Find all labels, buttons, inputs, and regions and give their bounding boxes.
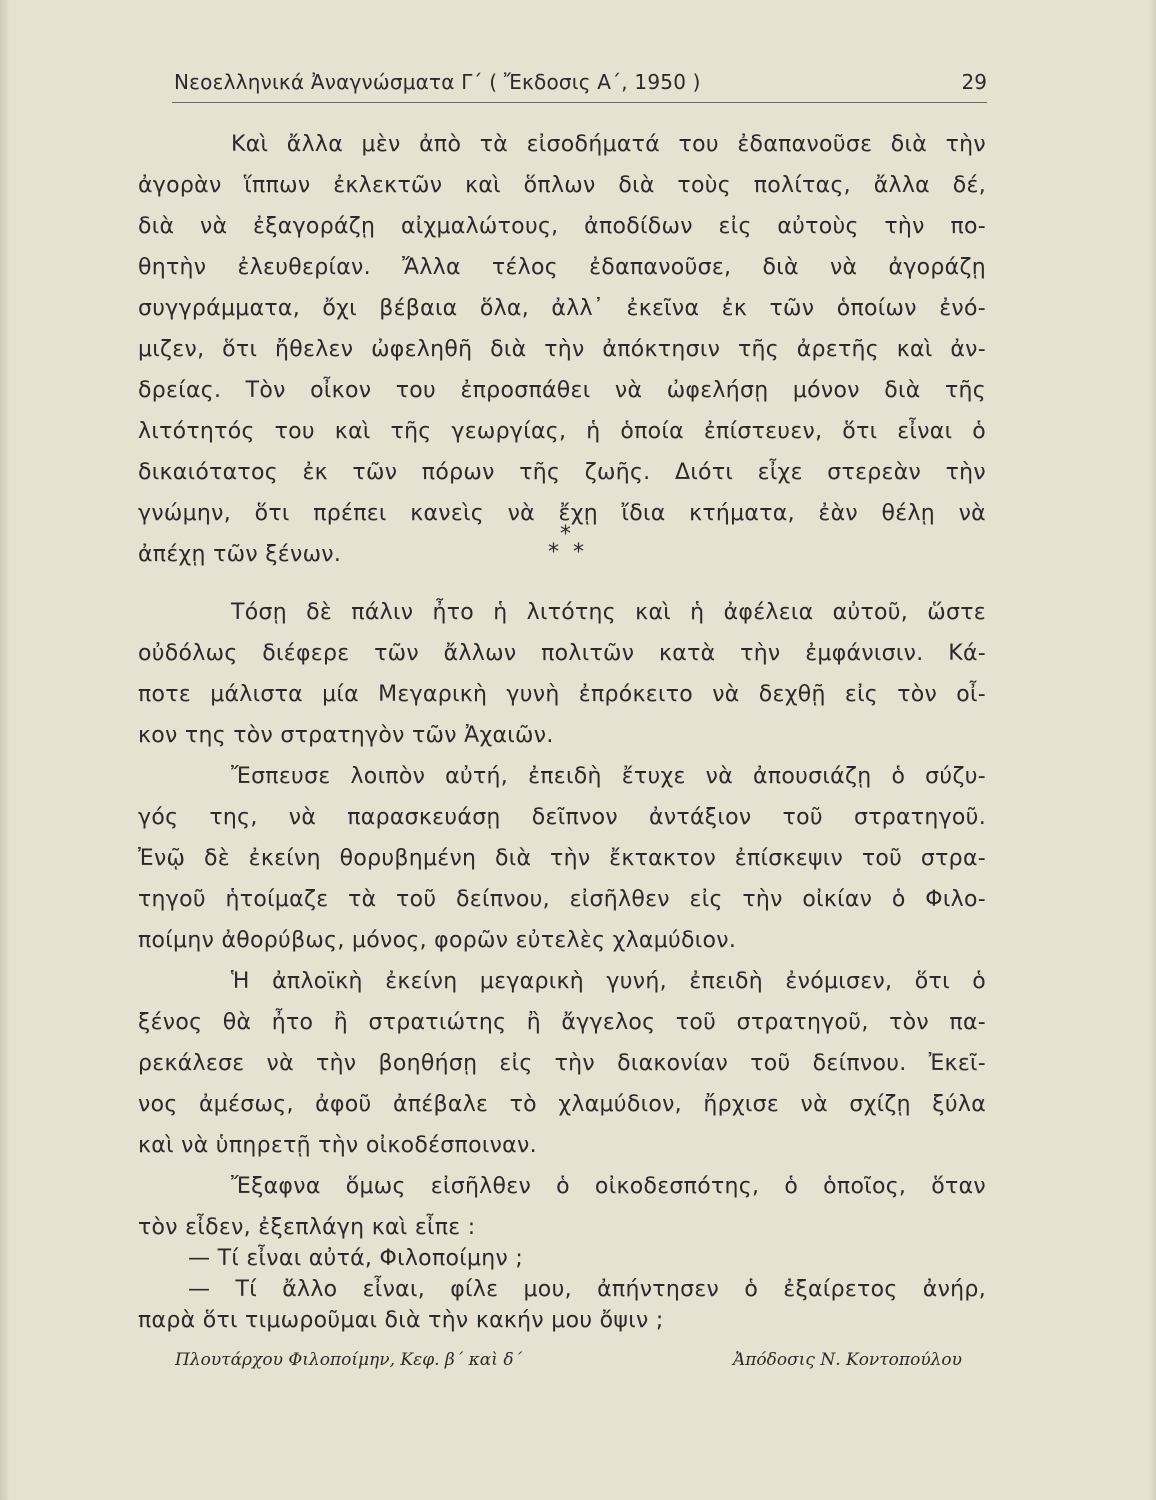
book-title: Νεοελληνικά Ἀναγνώσματα Γ΄ ( Ἔκδοσις Α΄, 1950 ): [174, 70, 701, 94]
separator-asterisk: *: [560, 522, 571, 547]
text-line: λιτότητός του καὶ τῆς γεωργίας, ἡ ὁποία ἐπίστευεν, ὅτι εἶναι ὁ: [138, 419, 986, 444]
text-line: γνώμην, ὅτι πρέπει κανεὶς νὰ ἔχῃ ἴδια κτήματα, ἐὰν θέλῃ νὰ: [138, 501, 986, 526]
source-citation: Πλουτάρχου Φιλοποίμην, Κεφ. β΄ καὶ δ΄: [175, 1350, 523, 1370]
text-line: συγγράμματα, ὄχι βέβαια ὅλα, ἀλλ᾿ ἐκεῖνα ἐκ τῶν ὁποίων ἐνό-: [138, 296, 986, 321]
page-edge-right: [1148, 0, 1156, 1500]
text-line: ἀπέχῃ τῶν ξένων.: [138, 542, 342, 567]
page-edge-left: [0, 0, 9, 1500]
text-line: δικαιότατος ἐκ τῶν πόρων τῆς ζωῆς. Διότι εἶχε στερεὰν τὴν: [138, 460, 986, 485]
text-line: Ἡ ἀπλοϊκὴ ἐκείνη μεγαρικὴ γυνή, ἐπειδὴ ἐνόμισεν, ὅτι ὁ: [231, 969, 986, 994]
text-line: γός της, νὰ παρασκευάσῃ δεῖπνον ἀντάξιον τοῦ στρατηγοῦ.: [138, 805, 986, 830]
text-line: τὸν εἶδεν, ἐξεπλάγη καὶ εἶπε :: [138, 1215, 476, 1240]
text-line: οὐδόλως διέφερε τῶν ἄλλων πολιτῶν κατὰ τὴν ἐμφάνισιν. Κά-: [138, 641, 986, 666]
text-line: Καὶ ἄλλα μὲν ἀπὸ τὰ εἰσοδήματά του ἐδαπανοῦσε διὰ τὴν: [231, 132, 986, 157]
translator-credit: Ἀπόδοσις Ν. Κοντοπούλου: [732, 1350, 962, 1370]
text-line: Ἔσπευσε λοιπὸν αὐτή, ἐπειδὴ ἔτυχε νὰ ἀπουσιάζῃ ὁ σύζυ-: [231, 764, 986, 789]
text-line: ρεκάλεσε νὰ τὴν βοηθήσῃ εἰς τὴν διακονίαν τοῦ δείπνου. Ἐκεῖ-: [138, 1051, 986, 1076]
text-line: θητὴν ἐλευθερίαν. Ἄλλα τέλος ἐδαπανοῦσε, διὰ νὰ ἀγοράζῃ: [138, 255, 986, 280]
page-number: 29: [961, 70, 987, 94]
text-line: μιζεν, ὅτι ἤθελεν ὠφεληθῆ διὰ τὴν ἀπόκτησιν τῆς ἀρετῆς καὶ ἀν-: [138, 337, 986, 362]
text-line: νος ἀμέσως, ἀφοῦ ἀπέβαλε τὸ χλαμύδιον, ἤρχισε νὰ σχίζῃ ξύλα: [138, 1092, 986, 1117]
text-line: διὰ νὰ ἐξαγοράζῃ αἰχμαλώτους, ἀποδίδων εἰς αὐτοὺς τὴν πο-: [138, 214, 986, 239]
dialogue-line: — Τί ἄλλο εἶναι, φίλε μου, ἀπήντησεν ὁ ἐξαίρετος ἀνήρ,: [188, 1277, 986, 1302]
text-line: ποίμην ἀθορύβως, μόνος, φορῶν εὐτελὲς χλαμύδιον.: [138, 928, 737, 953]
text-line: ποτε μάλιστα μία Μεγαρικὴ γυνὴ ἐπρόκειτο νὰ δεχθῇ εἰς τὸν οἶ-: [138, 682, 986, 707]
text-line: ξένος θὰ ἦτο ἢ στρατιώτης ἢ ἄγγελος τοῦ στρατηγοῦ, τὸν πα-: [138, 1010, 986, 1035]
text-line: Ἐνῷ δὲ ἐκείνη θορυβημένη διὰ τὴν ἔκτακτον ἐπίσκεψιν τοῦ στρα-: [138, 846, 986, 871]
text-line: Τόσῃ δὲ πάλιν ἦτο ἡ λιτότης καὶ ἡ ἀφέλεια αὐτοῦ, ὥστε: [231, 600, 986, 625]
text-line: δρείας. Τὸν οἶκον του ἐπροσπάθει νὰ ὠφελήσῃ μόνον διὰ τῆς: [138, 378, 986, 403]
text-line: τηγοῦ ἡτοίμαζε τὰ τοῦ δείπνου, εἰσῆλθεν εἰς τὴν οἰκίαν ὁ Φιλο-: [138, 887, 986, 912]
text-line: κον της τὸν στρατηγὸν τῶν Ἀχαιῶν.: [138, 723, 554, 748]
separator-asterisk: *: [573, 540, 584, 565]
dialogue-line: — Τί εἶναι αὐτά, Φιλοποίμην ;: [188, 1246, 524, 1271]
text-line: ἀγορὰν ἵππων ἐκλεκτῶν καὶ ὅπλων διὰ τοὺς πολίτας, ἄλλα δέ,: [138, 173, 986, 198]
running-header: [172, 66, 987, 103]
text-line: Ἔξαφνα ὅμως εἰσῆλθεν ὁ οἰκοδεσπότης, ὁ ὁποῖος, ὅταν: [231, 1174, 986, 1199]
text-line: καὶ νὰ ὑπηρετῇ τὴν οἰκοδέσποιναν.: [138, 1133, 537, 1158]
separator-asterisk: *: [548, 540, 559, 565]
dialogue-line: παρὰ ὅτι τιμωροῦμαι διὰ τὴν κακήν μου ὄψιν ;: [138, 1308, 664, 1333]
